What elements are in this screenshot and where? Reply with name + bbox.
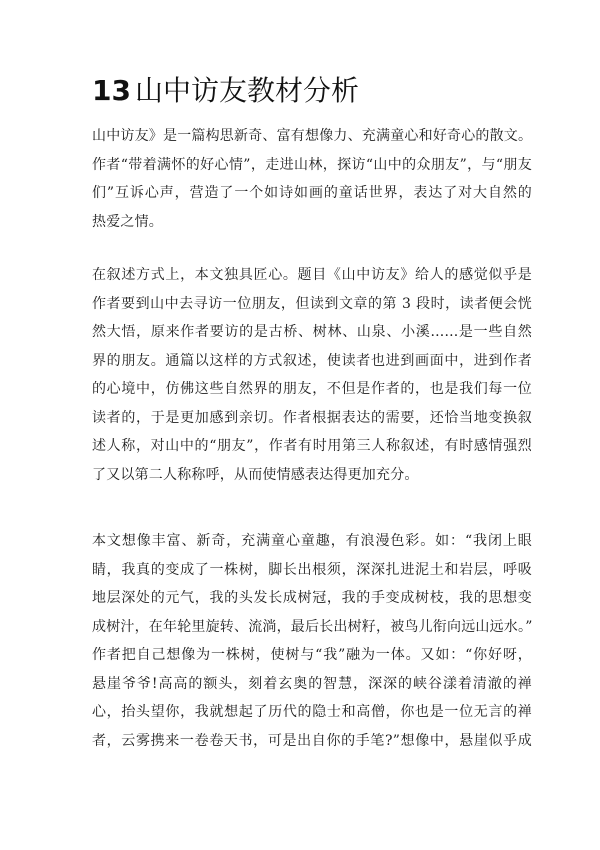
paragraph-line: 热爱之情。 <box>92 213 163 230</box>
paragraph-line: 的心境中，仿佛这些自然界的朋友，不但是作者的，也是我们每一位 <box>92 381 532 397</box>
paragraph-line: 作者“带着满怀的好心情”，走进山林，探访“山中的众朋友”，与“朋友 <box>92 156 532 173</box>
paragraph-narration <box>92 261 532 489</box>
title-text: 山中访友教材分析 <box>134 74 359 107</box>
paragraph-line: 了又以第二人称称呼，从而使情感表达得更加充分。 <box>92 466 419 483</box>
paragraph-line: 在叙述方式上，本文独具匠心。题目《山中访友》给人的感觉似乎是 <box>92 267 532 283</box>
paragraph-line: 成树汁，在年轮里旋转、流淌，最后长出树籽，被鸟儿衔向远山远水。” <box>92 618 533 635</box>
paragraph-intro <box>92 122 532 236</box>
paragraph-line: 山中访友》是一篇构思新奇、富有想像力、充满童心和好奇心的散文。 <box>92 128 533 144</box>
paragraph-line: 述人称，对山中的“朋友”，作者有时用第三人称叙述，有时感情强烈 <box>92 438 532 454</box>
paragraph-line: 本文想像丰富、新奇，充满童心童趣，有浪漫色彩。如：“我闭上眼 <box>92 533 532 549</box>
paragraph-line: 读者的，于是更加感到亲切。作者根据表达的需要，还恰当地变换叙 <box>92 409 532 426</box>
paragraph-line: 悬崖爷爷!高高的额头，刻着玄奥的智慧，深深的峡谷漾着清澈的禅 <box>92 675 532 692</box>
paragraph-line: 睛，我真的变成了一株树，脚长出根须，深深扎进泥土和岩层，呼吸 <box>92 561 532 578</box>
title-number: 13 <box>92 74 131 107</box>
paragraph-line: 心，抬头望你，我就想起了历代的隐士和高僧，你也是一位无言的禅 <box>92 704 532 720</box>
paragraph-line: 们”互诉心声，营造了一个如诗如画的童话世界，表达了对大自然的 <box>92 185 532 201</box>
paragraph-imagination <box>92 527 532 755</box>
page-title <box>92 72 359 110</box>
paragraph-line: 作者把自己想像为一株树，使树与“我”融为一体。又如：“你好呀， <box>92 647 532 663</box>
paragraph-line: 者，云雾携来一卷卷天书，可是出自你的手笔?”想像中，悬崖似乎成 <box>92 732 532 749</box>
paragraph-line: 地层深处的元气，我的头发长成树冠，我的手变成树枝，我的思想变 <box>92 590 532 606</box>
paragraph-line: 界的朋友。通篇以这样的方式叙述，使读者也进到画面中，进到作者 <box>92 352 532 369</box>
paragraph-line: 然大悟，原来作者要访的是古桥、树林、山泉、小溪......是一些自然 <box>92 324 532 340</box>
paragraph-line: 作者要到山中去寻访一位朋友，但读到文章的第 3 段时，读者便会恍 <box>92 295 532 312</box>
